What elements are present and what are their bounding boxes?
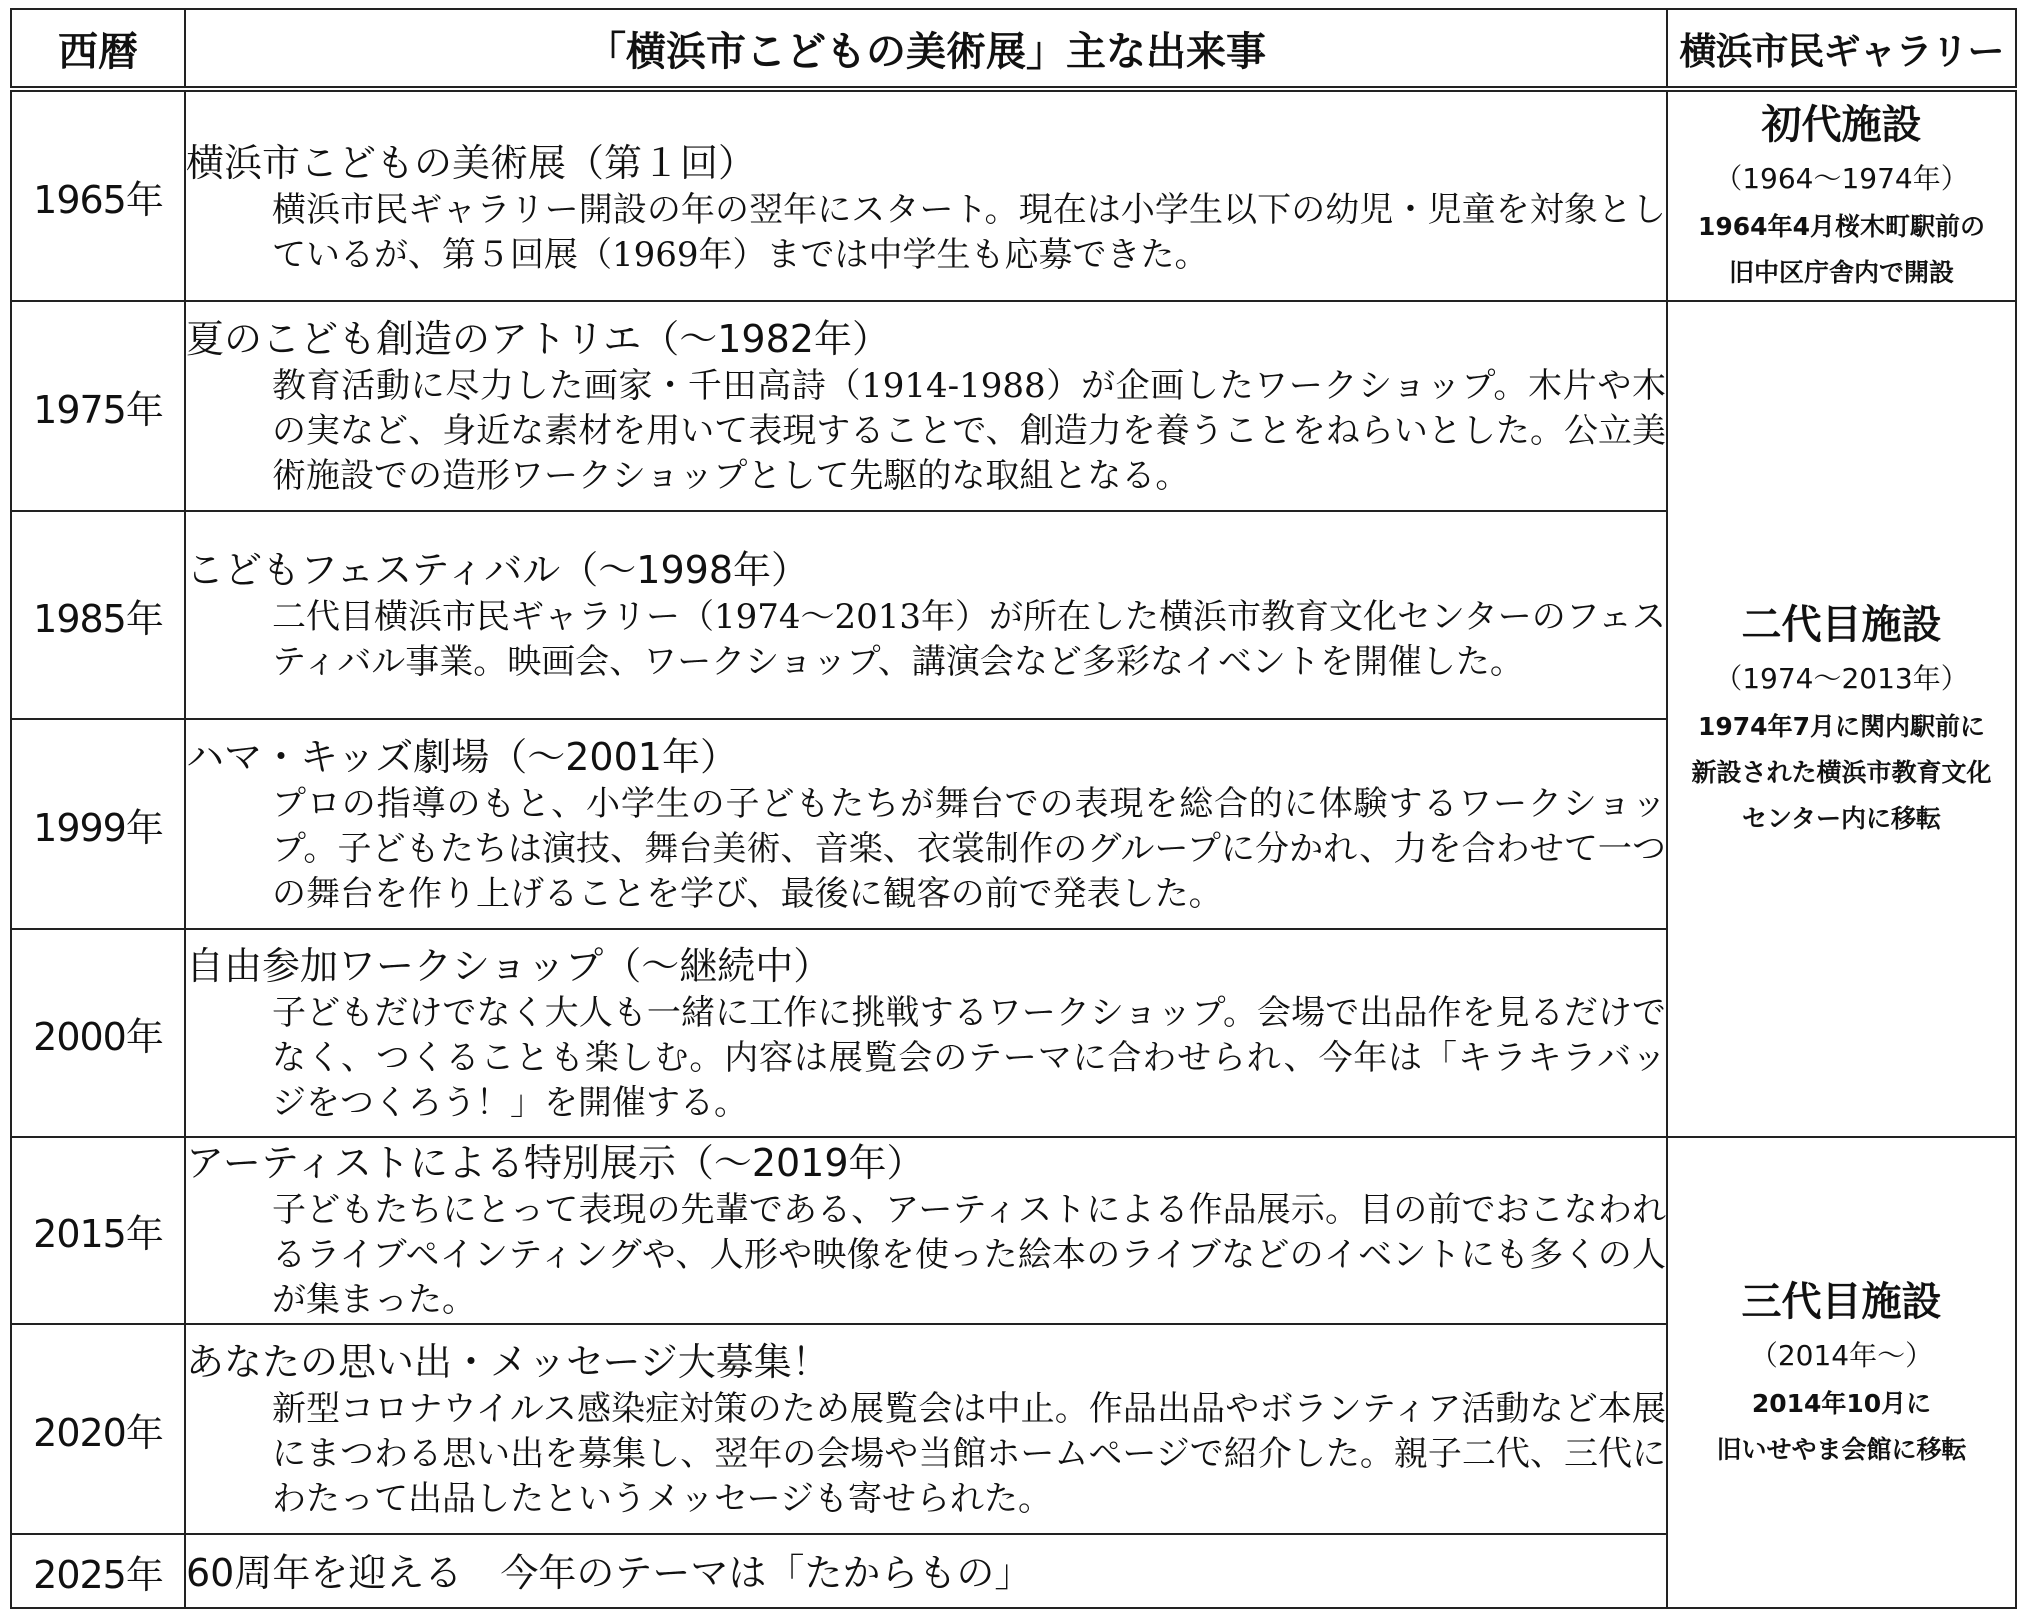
row-year: 1975年 [11, 301, 185, 511]
row-year: 1985年 [11, 511, 185, 719]
row-event [185, 511, 1667, 719]
event-title: アーティストによる特別展示（～2019年） [186, 1141, 925, 1185]
row-event [185, 1534, 1667, 1608]
gallery-name: 三代目施設 [1741, 1278, 1942, 1325]
header-row [11, 9, 2016, 89]
gallery-period: （1964～1974年） [1714, 162, 1969, 195]
event-description: プロの指導のもと、小学生の子どもたちが舞台での表現を総合的に体験するワークショップ。子どもたちは演技、舞台美術、音楽、衣裳制作のグループに分かれ、力を合わせて一つの舞台を作り上げることを学び、最後に観客の前で発表した。 [272, 783, 1666, 914]
event-title: あなたの思い出・メッセージ大募集！ [186, 1339, 830, 1384]
timeline-table [10, 8, 2017, 1609]
table-row [11, 301, 2016, 511]
gallery-note: 旧中区庁舎内で開設 [1728, 258, 1954, 287]
gallery-name: 二代目施設 [1741, 602, 1942, 648]
row-year: 1965年 [11, 89, 185, 301]
table-row [11, 1137, 2016, 1324]
gallery-period: （2014年～） [1749, 1338, 1934, 1372]
event-description: 二代目横浜市民ギャラリー（1974～2013年）が所在した横浜市教育文化センターのフェスティバル事業。映画会、ワークショップ、講演会など多彩なイベントを開催した。 [272, 597, 1666, 682]
event-description: 子どもたちにとって表現の先輩である、アーティストによる作品展示。目の前でおこなわれるライブペインティングや、人形や映像を使った絵本のライブなどのイベントにも多くの人が集まった。 [272, 1190, 1666, 1320]
gallery-second [1667, 301, 2016, 1137]
event-title: こどもフェスティバル（～1998年） [186, 548, 810, 592]
gallery-note: 1974年7月に関内駅前に [1698, 712, 1985, 741]
header-year: 西暦 [11, 9, 185, 89]
gallery-note: 旧いせやま会館に移転 [1716, 1434, 1967, 1464]
row-event [185, 719, 1667, 929]
event-description: 子どもだけでなく大人も一緒に工作に挑戦するワークショップ。会場で出品作を見るだけでなく、つくることも楽しむ。内容は展覧会のテーマに合わせられ、今年は「キラキラバッジをつくろう！」を開催する。 [272, 992, 1666, 1123]
table-row [11, 89, 2016, 301]
row-event [185, 301, 1667, 511]
row-year: 2025年 [11, 1534, 185, 1608]
event-title: 自由参加ワークショップ（～継続中） [186, 943, 832, 988]
event-title: 夏のこども創造のアトリエ（～1982年） [186, 316, 890, 361]
header-gallery: 横浜市民ギャラリー [1667, 9, 2016, 89]
event-description: 新型コロナウイルス感染症対策のため展覧会は中止。作品出品やボランティア活動など本展にまつわる思い出を募集し、翌年の会場や当館ホームページで紹介した。親子二代、三代にわたって出品したというメッセージも寄せられた。 [272, 1388, 1666, 1519]
row-year: 2015年 [11, 1137, 185, 1324]
gallery-third [1667, 1137, 2016, 1608]
row-event [185, 1324, 1667, 1534]
gallery-note: センター内に移転 [1741, 804, 1941, 833]
row-year: 2000年 [11, 929, 185, 1137]
event-title: 60周年を迎える 今年のテーマは「たからもの」 [186, 1551, 1033, 1595]
gallery-note: 新設された横浜市教育文化 [1691, 758, 1992, 787]
gallery-name: 初代施設 [1761, 102, 1922, 148]
gallery-note: 1964年4月桜木町駅前の [1698, 212, 1985, 241]
header-events: 「横浜市こどもの美術展」主な出来事 [185, 9, 1667, 89]
row-event [185, 89, 1667, 301]
event-description: 横浜市民ギャラリー開設の年の翌年にスタート。現在は小学生以下の幼児・児童を対象としているが、第５回展（1969年）までは中学生も応募できた。 [272, 190, 1666, 275]
gallery-first [1667, 89, 2016, 301]
gallery-period: （1974～2013年） [1714, 662, 1969, 695]
gallery-note: 2014年10月に [1751, 1388, 1932, 1418]
event-description: 教育活動に尽力した画家・千田高詩（1914-1988）が企画したワークショップ。木片や木の実など、身近な素材を用いて表現することで、創造力を養うことをねらいとした。公立美術施設での造形ワークショップとして先駆的な取組となる。 [272, 365, 1666, 496]
event-title: 横浜市こどもの美術展（第１回） [186, 141, 757, 185]
row-event [185, 1137, 1667, 1324]
event-title: ハマ・キッズ劇場（～2001年） [186, 734, 738, 779]
row-event [185, 929, 1667, 1137]
row-year: 2020年 [11, 1324, 185, 1534]
row-year: 1999年 [11, 719, 185, 929]
